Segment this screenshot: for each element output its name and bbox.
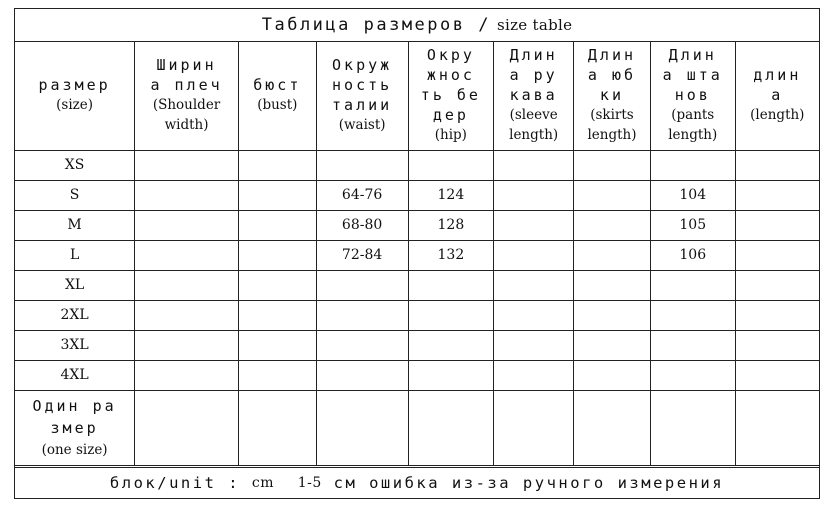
size-label: 3XL	[15, 330, 135, 360]
col-header-en: (skirts length)	[587, 107, 637, 144]
table-cell-shoulder	[135, 240, 239, 270]
col-header-pants	[650, 41, 735, 150]
table-cell-skirt	[574, 270, 651, 300]
table-cell	[574, 390, 651, 465]
col-header-ru: Длин а шта нов	[662, 46, 723, 105]
table-cell-shoulder	[135, 270, 239, 300]
table-cell-shoulder	[135, 330, 239, 360]
table-row	[15, 330, 819, 360]
table-cell-length	[735, 330, 819, 360]
col-header-ru: Окру жнос ть бе дер	[420, 46, 481, 125]
table-cell-sleeve	[494, 270, 574, 300]
size-label: XS	[15, 150, 135, 180]
footer-unit-cm: cm	[251, 475, 275, 491]
size-table-frame	[14, 8, 820, 499]
table-cell-length	[735, 300, 819, 330]
table-cell-shoulder	[135, 150, 239, 180]
table-cell-hip	[408, 300, 494, 330]
table-cell-sleeve	[494, 360, 574, 390]
table-cell-hip	[408, 360, 494, 390]
table-cell-hip	[408, 150, 494, 180]
one-size-row	[15, 390, 819, 465]
table-row	[15, 180, 819, 210]
table-cell-length	[735, 360, 819, 390]
table-cell-sleeve	[494, 180, 574, 210]
size-label: 4XL	[15, 360, 135, 390]
table-title-en: size table	[496, 16, 573, 34]
table-cell-skirt	[574, 180, 651, 210]
table-cell	[494, 390, 574, 465]
col-header-ru: Длин а юб ки	[587, 46, 637, 105]
table-row	[15, 360, 819, 390]
table-cell-length	[735, 150, 819, 180]
table-cell-waist	[316, 150, 408, 180]
table-cell-sleeve	[494, 330, 574, 360]
col-header-waist	[316, 41, 408, 150]
col-header-ru: бюст	[253, 76, 302, 95]
table-cell-bust	[238, 300, 316, 330]
table-cell-skirt	[574, 240, 651, 270]
one-size-en: (one size)	[41, 441, 108, 458]
col-header-en: (size)	[56, 97, 94, 114]
col-header-sleeve	[494, 41, 574, 150]
table-cell-length	[735, 270, 819, 300]
table-cell-waist: 72-84	[316, 240, 408, 270]
table-cell-skirt	[574, 210, 651, 240]
table-cell-sleeve	[494, 210, 574, 240]
col-header-ru: Длин а ру кава	[509, 46, 558, 105]
table-cell-hip	[408, 330, 494, 360]
table-cell	[735, 390, 819, 465]
size-label: 2XL	[15, 300, 135, 330]
footer-unit-label: блок/unit :	[109, 474, 241, 492]
col-header-en: (Shoulder width)	[152, 97, 221, 134]
table-row	[15, 150, 819, 180]
one-size-label	[15, 390, 135, 465]
table-cell-sleeve	[494, 300, 574, 330]
table-cell-length	[735, 210, 819, 240]
size-label: M	[15, 210, 135, 240]
table-cell-bust	[238, 240, 316, 270]
table-cell	[650, 390, 735, 465]
footer-range: 1-5	[297, 475, 322, 491]
table-cell-pants	[650, 150, 735, 180]
col-header-en: (sleeve length)	[509, 107, 559, 144]
table-cell-length	[735, 240, 819, 270]
col-header-en: (waist)	[338, 117, 386, 134]
table-cell-waist	[316, 300, 408, 330]
table-cell-bust	[238, 330, 316, 360]
col-header-ru: длин а	[753, 66, 802, 105]
header-row	[15, 41, 819, 150]
col-header-length	[735, 41, 819, 150]
size-label: XL	[15, 270, 135, 300]
col-header-hip	[408, 41, 494, 150]
table-cell-waist	[316, 330, 408, 360]
one-size-ru: Один ра змер	[32, 396, 117, 437]
col-header-en: (pants length)	[668, 107, 718, 144]
table-cell-pants	[650, 300, 735, 330]
table-cell	[408, 390, 494, 465]
table-cell-shoulder	[135, 300, 239, 330]
col-header-skirt	[574, 41, 651, 150]
table-cell-hip: 132	[408, 240, 494, 270]
table-cell-waist	[316, 270, 408, 300]
table-cell-hip: 124	[408, 180, 494, 210]
size-label: L	[15, 240, 135, 270]
table-cell-pants: 106	[650, 240, 735, 270]
table-body	[15, 150, 819, 390]
col-header-en: (length)	[750, 107, 805, 124]
table-cell-skirt	[574, 360, 651, 390]
table-row	[15, 240, 819, 270]
table-cell	[316, 390, 408, 465]
table-row	[15, 270, 819, 300]
col-header-size	[15, 41, 135, 150]
size-table	[15, 41, 819, 466]
col-header-ru: размер	[38, 76, 111, 95]
table-cell-waist: 68-80	[316, 210, 408, 240]
col-header-bust	[238, 41, 316, 150]
table-cell-pants: 105	[650, 210, 735, 240]
table-cell-hip: 128	[408, 210, 494, 240]
table-cell-bust	[238, 150, 316, 180]
table-cell	[238, 390, 316, 465]
table-row	[15, 300, 819, 330]
table-cell-shoulder	[135, 360, 239, 390]
table-cell-pants	[650, 360, 735, 390]
table-cell-skirt	[574, 300, 651, 330]
table-cell-pants	[650, 270, 735, 300]
table-cell-skirt	[574, 150, 651, 180]
col-header-ru: Окруж ность талии	[332, 56, 393, 115]
table-cell	[135, 390, 239, 465]
table-cell-pants: 104	[650, 180, 735, 210]
col-header-en: (bust)	[257, 97, 298, 114]
table-cell-hip	[408, 270, 494, 300]
table-title	[15, 9, 819, 42]
table-cell-skirt	[574, 330, 651, 360]
footer-error-note: см ошибка из-за ручного измерения	[333, 474, 725, 492]
col-header-shoulder	[135, 41, 239, 150]
table-footer	[15, 467, 819, 498]
table-cell-pants	[650, 330, 735, 360]
col-header-en: (hip)	[434, 127, 467, 144]
table-cell-waist: 64-76	[316, 180, 408, 210]
table-cell-bust	[238, 360, 316, 390]
table-cell-length	[735, 180, 819, 210]
table-cell-sleeve	[494, 240, 574, 270]
table-title-ru: Таблица размеров /	[261, 15, 491, 35]
table-cell-bust	[238, 210, 316, 240]
table-cell-bust	[238, 270, 316, 300]
table-cell-bust	[238, 180, 316, 210]
col-header-ru: Ширин а плеч	[150, 56, 223, 95]
table-cell-shoulder	[135, 180, 239, 210]
table-row	[15, 210, 819, 240]
size-label: S	[15, 180, 135, 210]
table-cell-waist	[316, 360, 408, 390]
table-cell-shoulder	[135, 210, 239, 240]
table-cell-sleeve	[494, 150, 574, 180]
